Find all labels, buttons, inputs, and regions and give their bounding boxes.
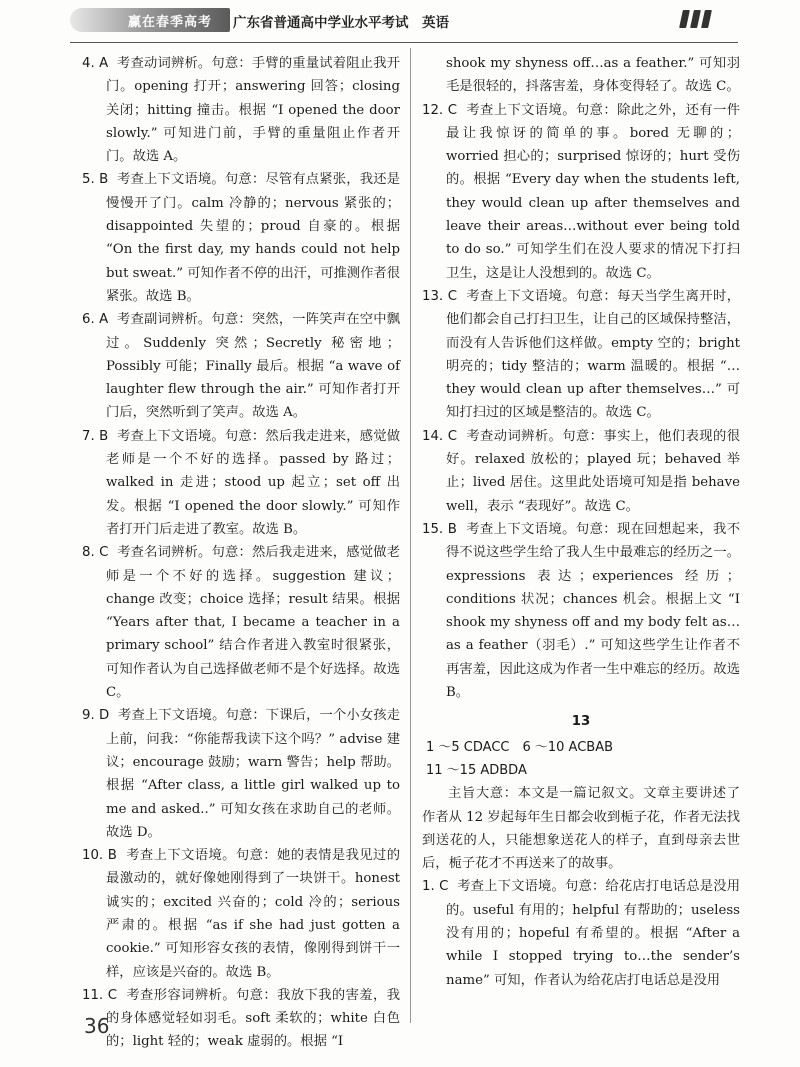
answer-item: 1. C 考查上下文语境。句意：给花店打电话总是没用的。useful 有用的；helpful 有帮助的；useless 没有用的；hopeful 有希望的。根据 “After a while I stopped trying to…the sender’s name” 可知，作者认为给花店打电话总是没用: [422, 879, 740, 988]
section-title: 13: [571, 714, 591, 730]
right-column: [422, 52, 740, 992]
header-decoration-icon: [681, 10, 710, 28]
answer-item: 10. B 考查上下文语境。句意：她的表情是我见过的最激动的，就好像她刚得到了一块饼干。honest 诚实的；excited 兴奋的；cold 冷的；serious 严肃的。根据 “as if she had just gotten a cookie.” 可知形容女孩的表情，像刚得到饼干一样，应该是兴奋的。故选 B。: [82, 848, 400, 980]
summary-paragraph: 主旨大意：本文是一篇记叙文。文章主要讲述了作者从 12 岁起每年生日都会收到栀子花，作者无法找到送花的人，只能想象送花人的样子，直到母亲去世后，栀子花才不再送来了的故事。: [422, 786, 740, 872]
answer-item: 14. C 考查动词辨析。句意：事实上，他们表现的很好。relaxed 放松的；played 玩；behaved 举止；lived 居住。这里此处语境可知是指 behave well，表示 “表现好”。故选 C。: [422, 428, 740, 514]
series-banner: [70, 8, 230, 32]
answer-item: 8. C 考查名词辨析。句意：然后我走进来，感觉做老师是一个不好的选择。suggestion 建议；change 改变；choice 选择；result 结果。根据 “Years after that, I became a teacher in a primary school” 结合作者进入教室时很紧张，可知作者认为自己选择做老师不是个好选择。故选 C。: [82, 545, 400, 701]
answer-item: 12. C 考查上下文语境。句意：除此之外，还有一件最让我惊讶的简单的事。bored 无聊的；worried 担心的；surprised 惊讶的；hurt 受伤的。根据 “Every day when the students left, they would clean up after themselves and leave their areas…without ever being told to do so.” 可知学生们在没人要求的情况下打扫卫生，这是让人没想到的。故选 C。: [422, 102, 740, 281]
left-column: [82, 52, 400, 1054]
header-divider: [70, 42, 738, 43]
answer-item: 7. B 考查上下文语境。句意：然后我走进来，感觉做老师是一个不好的选择。passed by 路过；walked in 走进；stood up 起立；set off 出发。根据 “I opened the door slowly.” 可知作者打开门后走进了教室。故选 B。: [82, 428, 400, 537]
answer-key-line: 11 ～15 ADBDA: [426, 762, 527, 778]
answer-key-line: 1 ～5 CDACC 6 ～10 ACBAB: [426, 739, 614, 755]
answer-item: 4. A 考查动词辨析。句意：手臂的重量试着阻止我开门。opening 打开；answering 回答；closing 关闭；hitting 撞击。根据 “I opened the door slowly.” 可知进门前，手臂的重量阻止作者开门。故选 A。: [82, 56, 400, 165]
book-title: 广东省普通高中学业水平考试 英语: [233, 15, 449, 31]
answer-item: 11. C 考查形容词辨析。句意：我放下我的害羞，我的身体感觉轻如羽毛。soft 柔软的；white 白色的；light 轻的；weak 虚弱的。根据 “I: [82, 987, 400, 1050]
column-divider: [410, 48, 411, 1023]
series-banner-text: 赢在春季高考: [128, 15, 213, 30]
page-number: 36: [84, 1014, 110, 1038]
answer-item: 5. B 考查上下文语境。句意：尽管有点紧张，我还是慢慢开了门。calm 冷静的；nervous 紧张的；disappointed 失望的；proud 自豪的。根据 “On the first day, my hands could not help but sweat.” 可知作者不停的出汗，可推测作者很紧张。故选 B。: [82, 172, 400, 304]
answer-item: 6. A 考查副词辨析。句意：突然，一阵笑声在空中飘过。Suddenly 突然；Secretly 秘密地；Possibly 可能；Finally 最后。根据 “a wave of laughter flew through the air.” 可知作者打开门后，突然听到了笑声。故选 A。: [82, 312, 400, 421]
answer-item: 13. C 考查上下文语境。句意：每天当学生离开时，他们都会自己打扫卫生，让自己的区域保持整洁，而没有人告诉他们这样做。empty 空的；bright 明亮的；tidy 整洁的；warm 温暖的。根据 “… they would clean up after themselves…” 可知打扫过的区域是整洁的。故选 C。: [422, 288, 740, 421]
answer-item: 9. D 考查上下文语境。句意：下课后，一个小女孩走上前，问我：“你能帮我读下这个吗？” advise 建议；encourage 鼓励；warn 警告；help 帮助。根据 “After class, a little girl walked up to me and asked..” 可知女孩在求助自己的老师。故选 D。: [82, 708, 400, 840]
page-header: [70, 8, 730, 38]
continued-text: shook my shyness off…as a feather.” 可知羽毛是很轻的，抖落害羞，身体变得轻了。故选 C。: [446, 56, 740, 95]
answer-item: 15. B 考查上下文语境。句意：现在回想起来，我不得不说这些学生给了我人生中最难忘的经历之一。expressions 表达；experiences 经历；conditions 状况；chances 机会。根据上文 “I shook my shyness off and my body felt as…as a feather（羽毛）.” 可知这些学生让作者不再害羞，因此这成为作者一生中难忘的经历。故选 B。: [422, 521, 740, 701]
